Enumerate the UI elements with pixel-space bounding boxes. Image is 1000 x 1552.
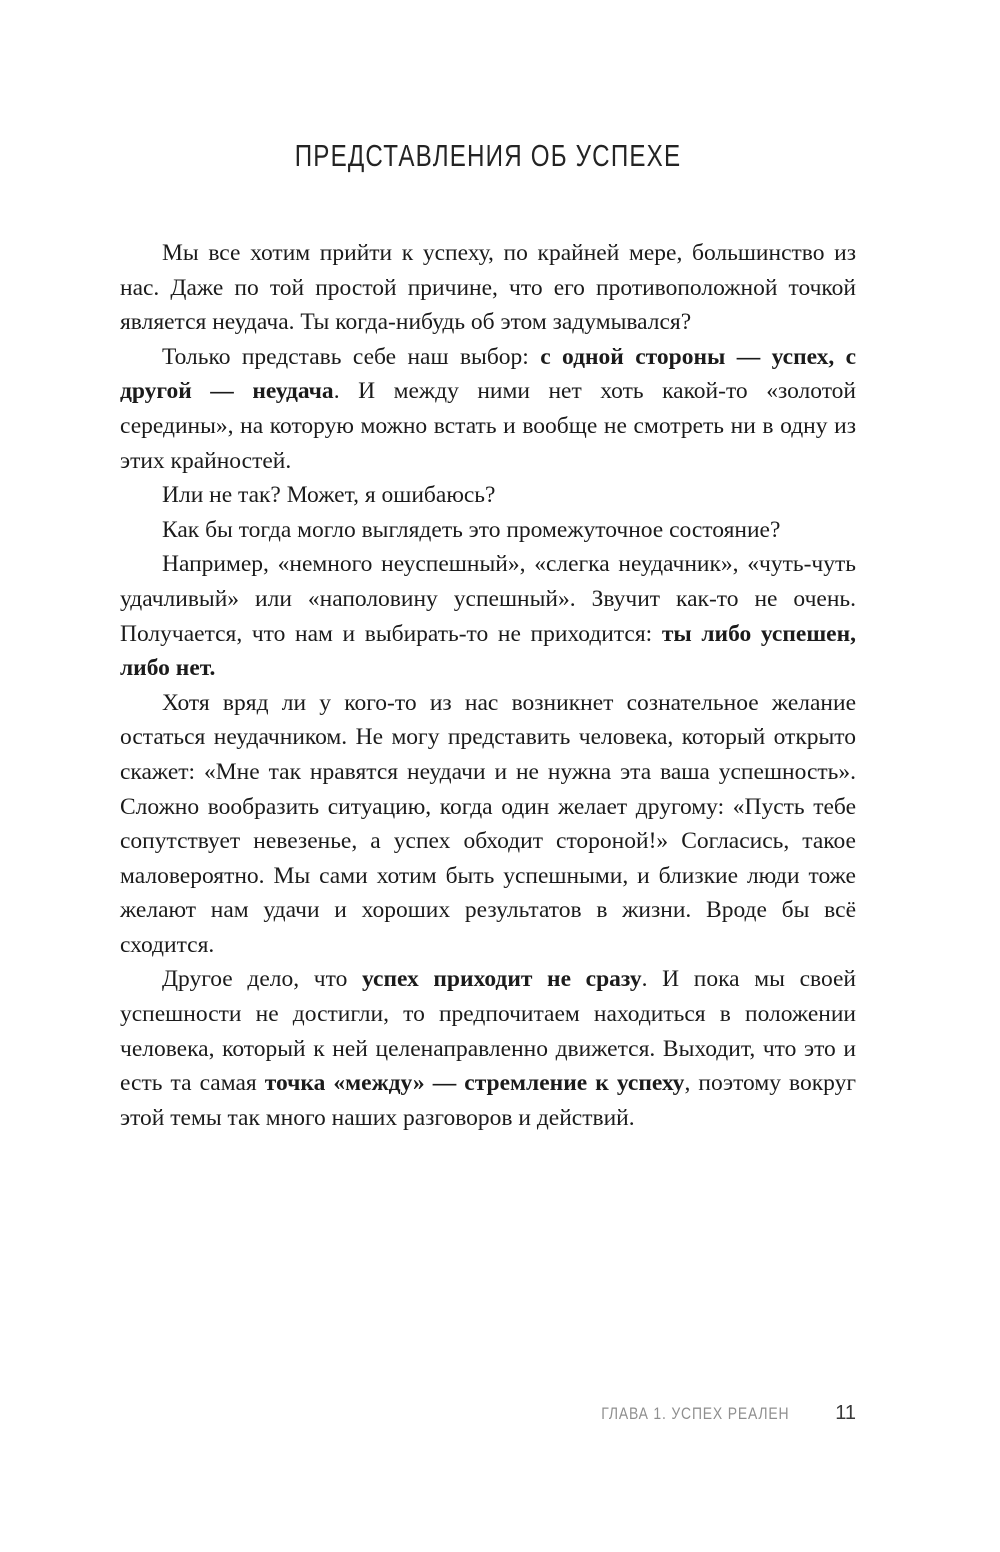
text-run: Только представь себе наш выбор: [162, 343, 541, 370]
text-run: Например, «немного неуспешный», «слегка неудачник», «чуть-чуть удачливый» или «наполовину успешный». Звучит как-то не очень. Получается, что нам и выбирать-то не приходится: [120, 551, 856, 647]
text-run: Мы все хотим прийти к успеху, по крайней мере, большинство из нас. Даже по той простой причине, что его противоположной точкой является неудача. Ты когда-нибудь об этом задумывался? [120, 240, 856, 336]
page-content [120, 138, 856, 1135]
paragraph [120, 513, 856, 548]
paragraph [120, 236, 856, 340]
text-run: . И между ними нет хоть какой-то «золотой середины», на которую можно встать и вообще не смотреть ни в одну из этих крайностей. [120, 378, 856, 474]
bold-text-run: ты либо успешен, либо нет. [120, 620, 857, 682]
page-number: 11 [835, 1402, 856, 1424]
text-run: Или не так? Может, я ошибаюсь? [162, 482, 496, 509]
running-head-chapter: ГЛАВА 1. УСПЕХ РЕАЛЕН [601, 1404, 790, 1423]
paragraph [120, 686, 856, 963]
text-run: , поэтому вокруг этой темы так много наших разговоров и действий. [120, 1070, 856, 1131]
page-title: ПРЕДСТАВЛЕНИЯ ОБ УСПЕХЕ [294, 138, 682, 173]
page-footer [560, 1402, 856, 1425]
paragraph [120, 962, 856, 1135]
paragraph [120, 547, 856, 685]
paragraph [120, 340, 856, 478]
text-run: . И пока мы своей успешности не достигли, то предпочитаем находиться в положении человека, который к ней целенаправленно движется. Выходит, что это и есть та самая [120, 966, 856, 1097]
text-run: Хотя вряд ли у кого-то из нас возникнет сознательное желание остаться неудачником. Не могу представить человека, который открыто скажет: «Мне так нравятся неудачи и не нужна эта ваша успешность». Сложно вообразить ситуацию, когда один желает другому: «Пусть тебе сопутствует невезенье, а успех обходит стороной!» Согласись, такое маловероятно. Мы сами хотим быть успешными, и близкие люди тоже желают нам удачи и хороших результатов в жизни. Вроде бы всё сходится. [120, 689, 856, 958]
bold-text-run: точка «между» — стремление к успеху [264, 1070, 685, 1097]
text-run: Как бы тогда могло выглядеть это промежуточное состояние? [162, 516, 781, 543]
text-run: Другое дело, что [162, 966, 362, 993]
bold-text-run: с одной стороны — успех, с другой — неудача [120, 343, 857, 405]
paragraph [120, 478, 856, 513]
bold-text-run: успех приходит не сразу [361, 966, 642, 993]
body-text [120, 236, 856, 1135]
